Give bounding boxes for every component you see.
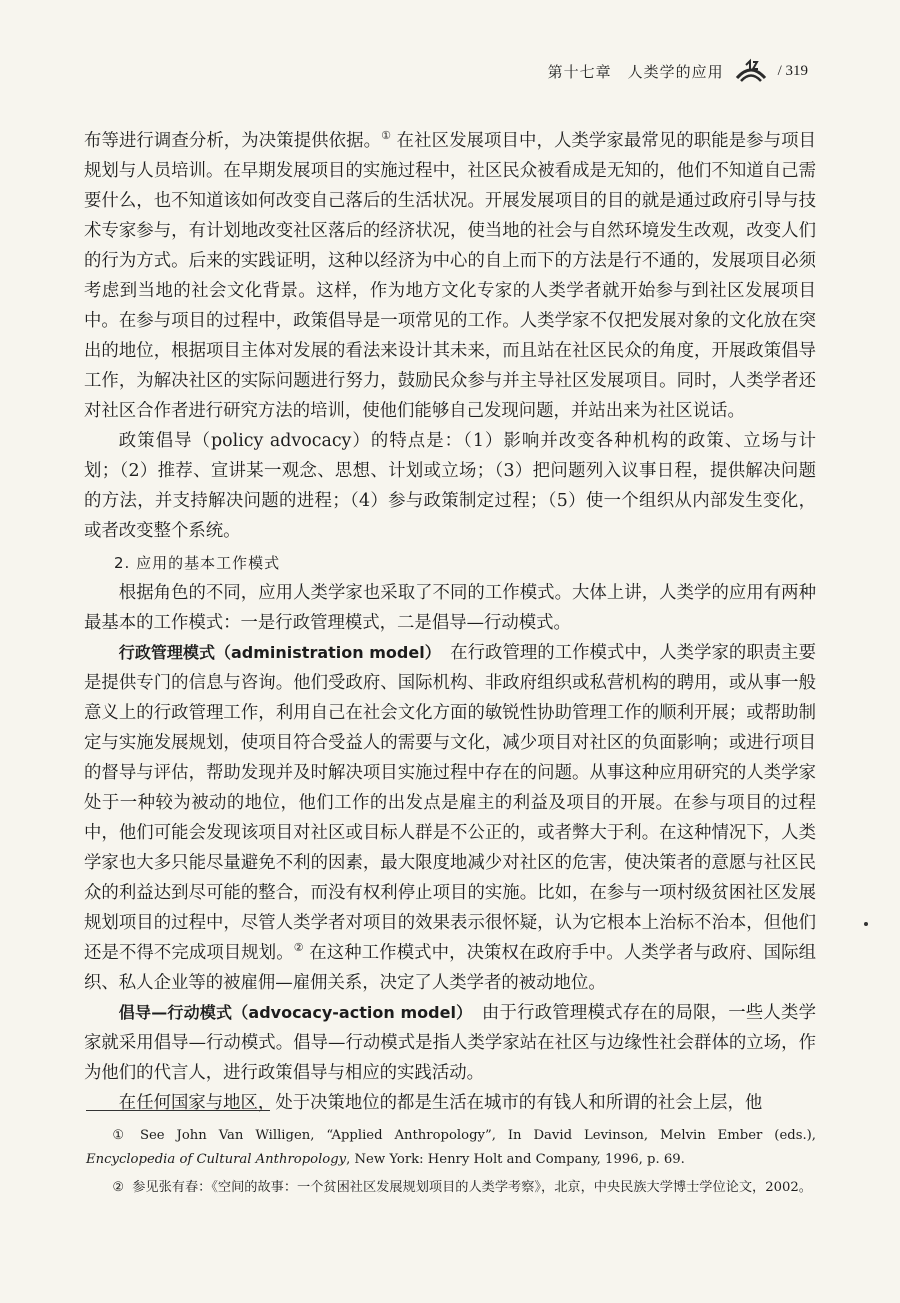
footnote-text: , New York: Henry Holt and Company, 1996, p. 69. xyxy=(346,1152,685,1167)
paragraph: 在任何国家与地区，处于决策地位的都是生活在城市的有钱人和所谓的社会上层，他 xyxy=(118,1093,763,1113)
footnote-2 xyxy=(86,1176,816,1200)
chapter-title: 第十七章 人类学的应用 xyxy=(547,62,724,81)
term-heading: 倡导—行动模式（advocacy-action model） xyxy=(118,1003,465,1022)
footnote-1 xyxy=(86,1124,816,1172)
page-header xyxy=(548,58,808,84)
page-number: / 319 xyxy=(777,62,808,79)
footnote-divider xyxy=(86,1110,270,1111)
footnote-text: 参见张有春：《空间的故事：一个贫困社区发展规划项目的人类学考察》，北京，中央民族大学博士学位论文，2002。 xyxy=(132,1180,812,1195)
main-text xyxy=(84,126,816,1118)
paragraph-text: 在社区发展项目中，人类学家最常见的职能是参与项目规划与人员培训。在早期发展项目的实施过程中，社区民众被看成是无知的，他们不知道自己需要什么，也不知道该如何改变自己落后的生活状况。开展发展项目的目的就是通过政府引导与技术专家参与，有计划地改变社区落后的经济状况，使当地的社会与自然环境发生改观，改变人们的行为方式。后来的实践证明，这种以经济为中心的自上而下的方法是行不通的，发展项目必须考虑到当地的社会文化背景。这样，作为地方文化专家的人类学者就开始参与到社区发展项目中。在参与项目的过程中，政策倡导是一项常见的工作。人类学家不仅把发展对象的文化放在突出的地位，根据项目主体对发展的看法来设计其未来，而且站在社区民众的角度，开展政策倡导工作，为解决社区的实际问题进行努力，鼓励民众参与并主导社区发展项目。同时，人类学者还对社区合作者进行研究方法的培训，使他们能够自己发现问题，并站出来为社区说话。 xyxy=(84,131,816,421)
chapter-logo-icon xyxy=(734,58,768,84)
paragraph-text: 在行政管理的工作模式中，人类学家的职责主要是提供专门的信息与咨询。他们受政府、国际机构、非政府组织或私营机构的聘用，或从事一般意义上的行政管理工作，利用自己在社会文化方面的敏锐性协助管理工作的顺利开展；或帮助制定与实施发展规划，使项目符合受益人的需要与文化，减少项目对社区的负面影响；或进行项目的督导与评估，帮助发现并及时解决项目实施过程中存在的问题。从事这种应用研究的人类学家处于一种较为被动的地位，他们工作的出发点是雇主的利益及项目的开展。在参与项目的过程中，他们可能会发现该项目对社区或目标人群是不公正的，或者弊大于利。在这种情况下，人类学家也大多只能尽量避免不利的因素，最大限度地减少对社区的危害，使决策者的意愿与社区民众的利益达到尽可能的整合，而没有权利停止项目的实施。比如，在参与一项村级贫困社区发展规划项目的过程中，尽管人类学者对项目的效果表示很怀疑，认为它根本上治标不治本，但他们还是不得不完成项目规划。 xyxy=(84,643,816,963)
paragraph: 政策倡导（policy advocacy）的特点是：（1）影响并改变各种机构的政策、立场与计划；（2）推荐、宣讲某一观念、思想、计划或立场；（3）把问题列入议事日程，提供解决问题的方法，并支持解决问题的进程；（4）参与政策制定过程；（5）使一个组织从内部发生变化，或者改变整个系统。 xyxy=(84,431,816,541)
footnote-book-title: Encyclopedia of Cultural Anthropology xyxy=(86,1152,347,1167)
paragraph-text: 由于行政管理模式存在的局限，一些人类学家就采用倡导—行动模式。倡导—行动模式是指人类学家站在社区与边缘性社会群体的立场，作为他们的代言人，进行政策倡导与相应的实践活动。 xyxy=(84,1003,816,1083)
term-heading: 行政管理模式（administration model） xyxy=(118,643,433,662)
footnote-mark: ① xyxy=(112,1128,132,1143)
paragraph xyxy=(84,638,816,998)
footnote-text: See John Van Willigen, “Applied Anthropology”, In David Levinson, Melvin Ember (eds.), xyxy=(139,1128,816,1143)
paragraph-text: 在这种工作模式中，决策权在政府手中。人类学者与政府、国际组织、私人企业等的被雇佣—雇佣关系，决定了人类学者的被动地位。 xyxy=(84,943,816,993)
paragraph xyxy=(84,126,816,426)
footnote-ref: ① xyxy=(381,129,392,143)
footnote-ref: ② xyxy=(293,941,304,955)
margin-mark xyxy=(864,922,868,926)
footnote-mark: ② xyxy=(112,1180,125,1195)
paragraph: 根据角色的不同，应用人类学家也采取了不同的工作模式。大体上讲，人类学的应用有两种最基本的工作模式：一是行政管理模式，二是倡导—行动模式。 xyxy=(84,583,816,633)
footnotes xyxy=(86,1124,816,1204)
paragraph xyxy=(84,998,816,1088)
section-subheading: 2. 应用的基本工作模式 xyxy=(114,554,281,572)
paragraph-text: 布等进行调查分析，为决策提供依据。 xyxy=(84,131,382,151)
